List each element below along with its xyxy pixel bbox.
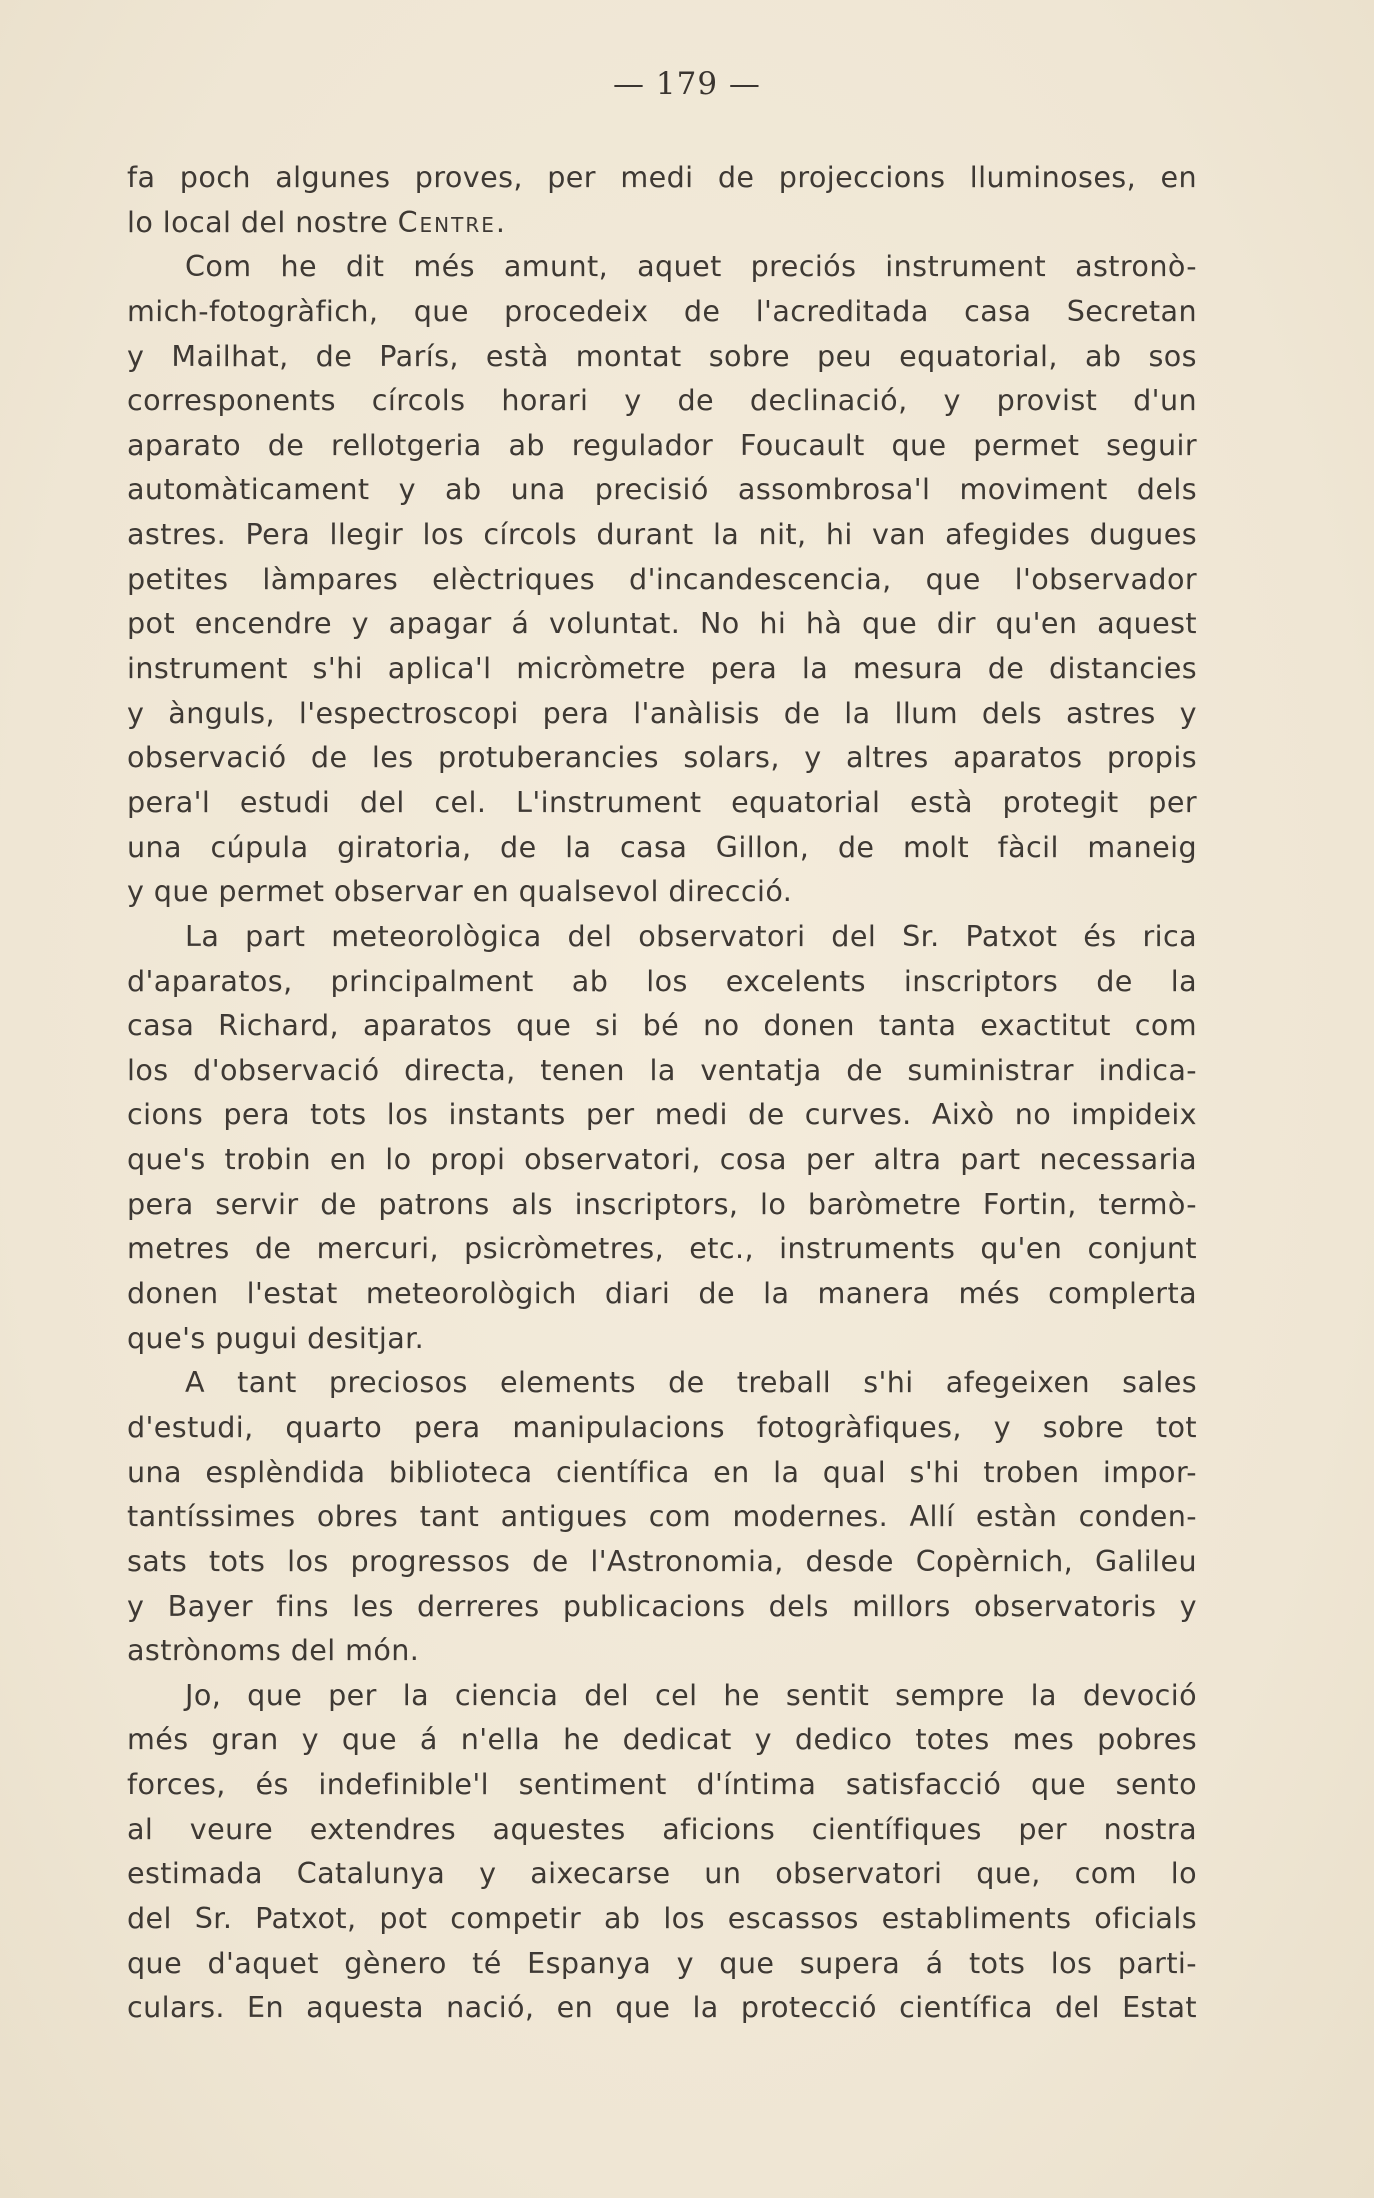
text-line: instrument s'hi aplica'l micròmetre pera la mesura de distancies xyxy=(127,651,1197,686)
text-line: y Bayer fins les derreres publicacions dels millors observatoris y xyxy=(127,1588,1197,1623)
text-line: forces, és indefinible'l sentiment d'íntima satisfacció que sento xyxy=(127,1767,1197,1802)
text-line: aparato de rellotgeria ab regulador Foucault que permet seguir xyxy=(127,427,1197,462)
text-line: que d'aquet gènero té Espanya y que supera á tots los parti- xyxy=(127,1945,1197,1980)
text-line: fa poch algunes proves, per medi de projeccions lluminoses, en xyxy=(127,160,1197,194)
text-line: que's trobin en lo propi observatori, cosa per altra part necessaria xyxy=(127,1142,1197,1177)
text-line: que's pugui desitjar. xyxy=(127,1320,425,1355)
text-line: una cúpula giratoria, de la casa Gillon, de molt fàcil maneig xyxy=(127,829,1197,864)
text-line: pera'l estudi del cel. L'instrument equatorial està protegit per xyxy=(127,784,1197,819)
text-line: astrònoms del món. xyxy=(127,1633,420,1668)
text-line: automàticament y ab una precisió assombrosa'l moviment dels xyxy=(127,472,1197,507)
text-line: pot encendre y apagar á voluntat. No hi hà que dir qu'en aquest xyxy=(127,606,1197,641)
text-line: casa Richard, aparatos que si bé no donen tanta exactitut com xyxy=(127,1008,1197,1043)
text-line: cions pera tots los instants per medi de curves. Això no impideix xyxy=(127,1097,1197,1132)
text-line: estimada Catalunya y aixecarse un observatori que, com lo xyxy=(127,1856,1197,1891)
text-line: los d'observació directa, tenen la ventatja de suministrar indica- xyxy=(127,1052,1197,1087)
text-line: mich-fotogràfich, que procedeix de l'acreditada casa Secretan xyxy=(127,293,1197,328)
text-line: una esplèndida biblioteca científica en la qual s'hi troben impor- xyxy=(127,1454,1197,1489)
text-line: y que permet observar en qualsevol direcció. xyxy=(127,874,793,909)
text-line: d'estudi, quarto pera manipulacions fotogràfiques, y sobre tot xyxy=(127,1409,1197,1444)
text-line: metres de mercuri, psicròmetres, etc., instruments qu'en conjunt xyxy=(127,1231,1197,1266)
text-line: y Mailhat, de París, està montat sobre peu equatorial, ab sos xyxy=(127,338,1197,373)
text-line: donen l'estat meteorològich diari de la manera més complerta xyxy=(127,1276,1197,1311)
text-line: corresponents círcols horari y de declinació, y provist d'un xyxy=(127,383,1197,418)
text-line: culars. En aquesta nació, en que la protecció científica del Estat xyxy=(127,1990,1197,2025)
text-line: observació de les protuberancies solars, y altres aparatos propis xyxy=(127,740,1197,775)
text-line: tantíssimes obres tant antigues com modernes. Allí estàn conden- xyxy=(127,1499,1197,1534)
text-line: més gran y que á n'ella he dedicat y dedico totes mes pobres xyxy=(127,1722,1197,1757)
text-line: astres. Pera llegir los círcols durant la nit, hi van afegides dugues xyxy=(127,517,1197,552)
body-text xyxy=(127,155,1197,2030)
page-number: — 179 — xyxy=(613,66,761,102)
text-line: La part meteorològica del observatori del Sr. Patxot és rica xyxy=(185,918,1197,953)
text-line: pera servir de patrons als inscriptors, lo baròmetre Fortin, termò- xyxy=(127,1186,1197,1221)
text-line: y ànguls, l'espectroscopi pera l'anàlisis de la llum dels astres y xyxy=(127,695,1197,730)
text-line: d'aparatos, principalment ab los excelents inscriptors de la xyxy=(127,963,1197,998)
text-line: Jo, que per la ciencia del cel he sentit sempre la devoció xyxy=(185,1677,1197,1712)
text-line: Com he dit més amunt, aquet preciós instrument astronò- xyxy=(185,249,1197,284)
text-line: lo local del nostre Centre. xyxy=(127,204,507,239)
text-line: A tant preciosos elements de treball s'hi afegeixen sales xyxy=(185,1365,1197,1400)
text-line: sats tots los progressos de l'Astronomia, desde Copèrnich, Galileu xyxy=(127,1543,1197,1578)
text-line: del Sr. Patxot, pot competir ab los escassos establiments oficials xyxy=(127,1900,1197,1935)
text-line: petites làmpares elèctriques d'incandescencia, que l'observador xyxy=(127,561,1197,596)
text-line: al veure extendres aquestes aficions científiques per nostra xyxy=(127,1811,1197,1846)
